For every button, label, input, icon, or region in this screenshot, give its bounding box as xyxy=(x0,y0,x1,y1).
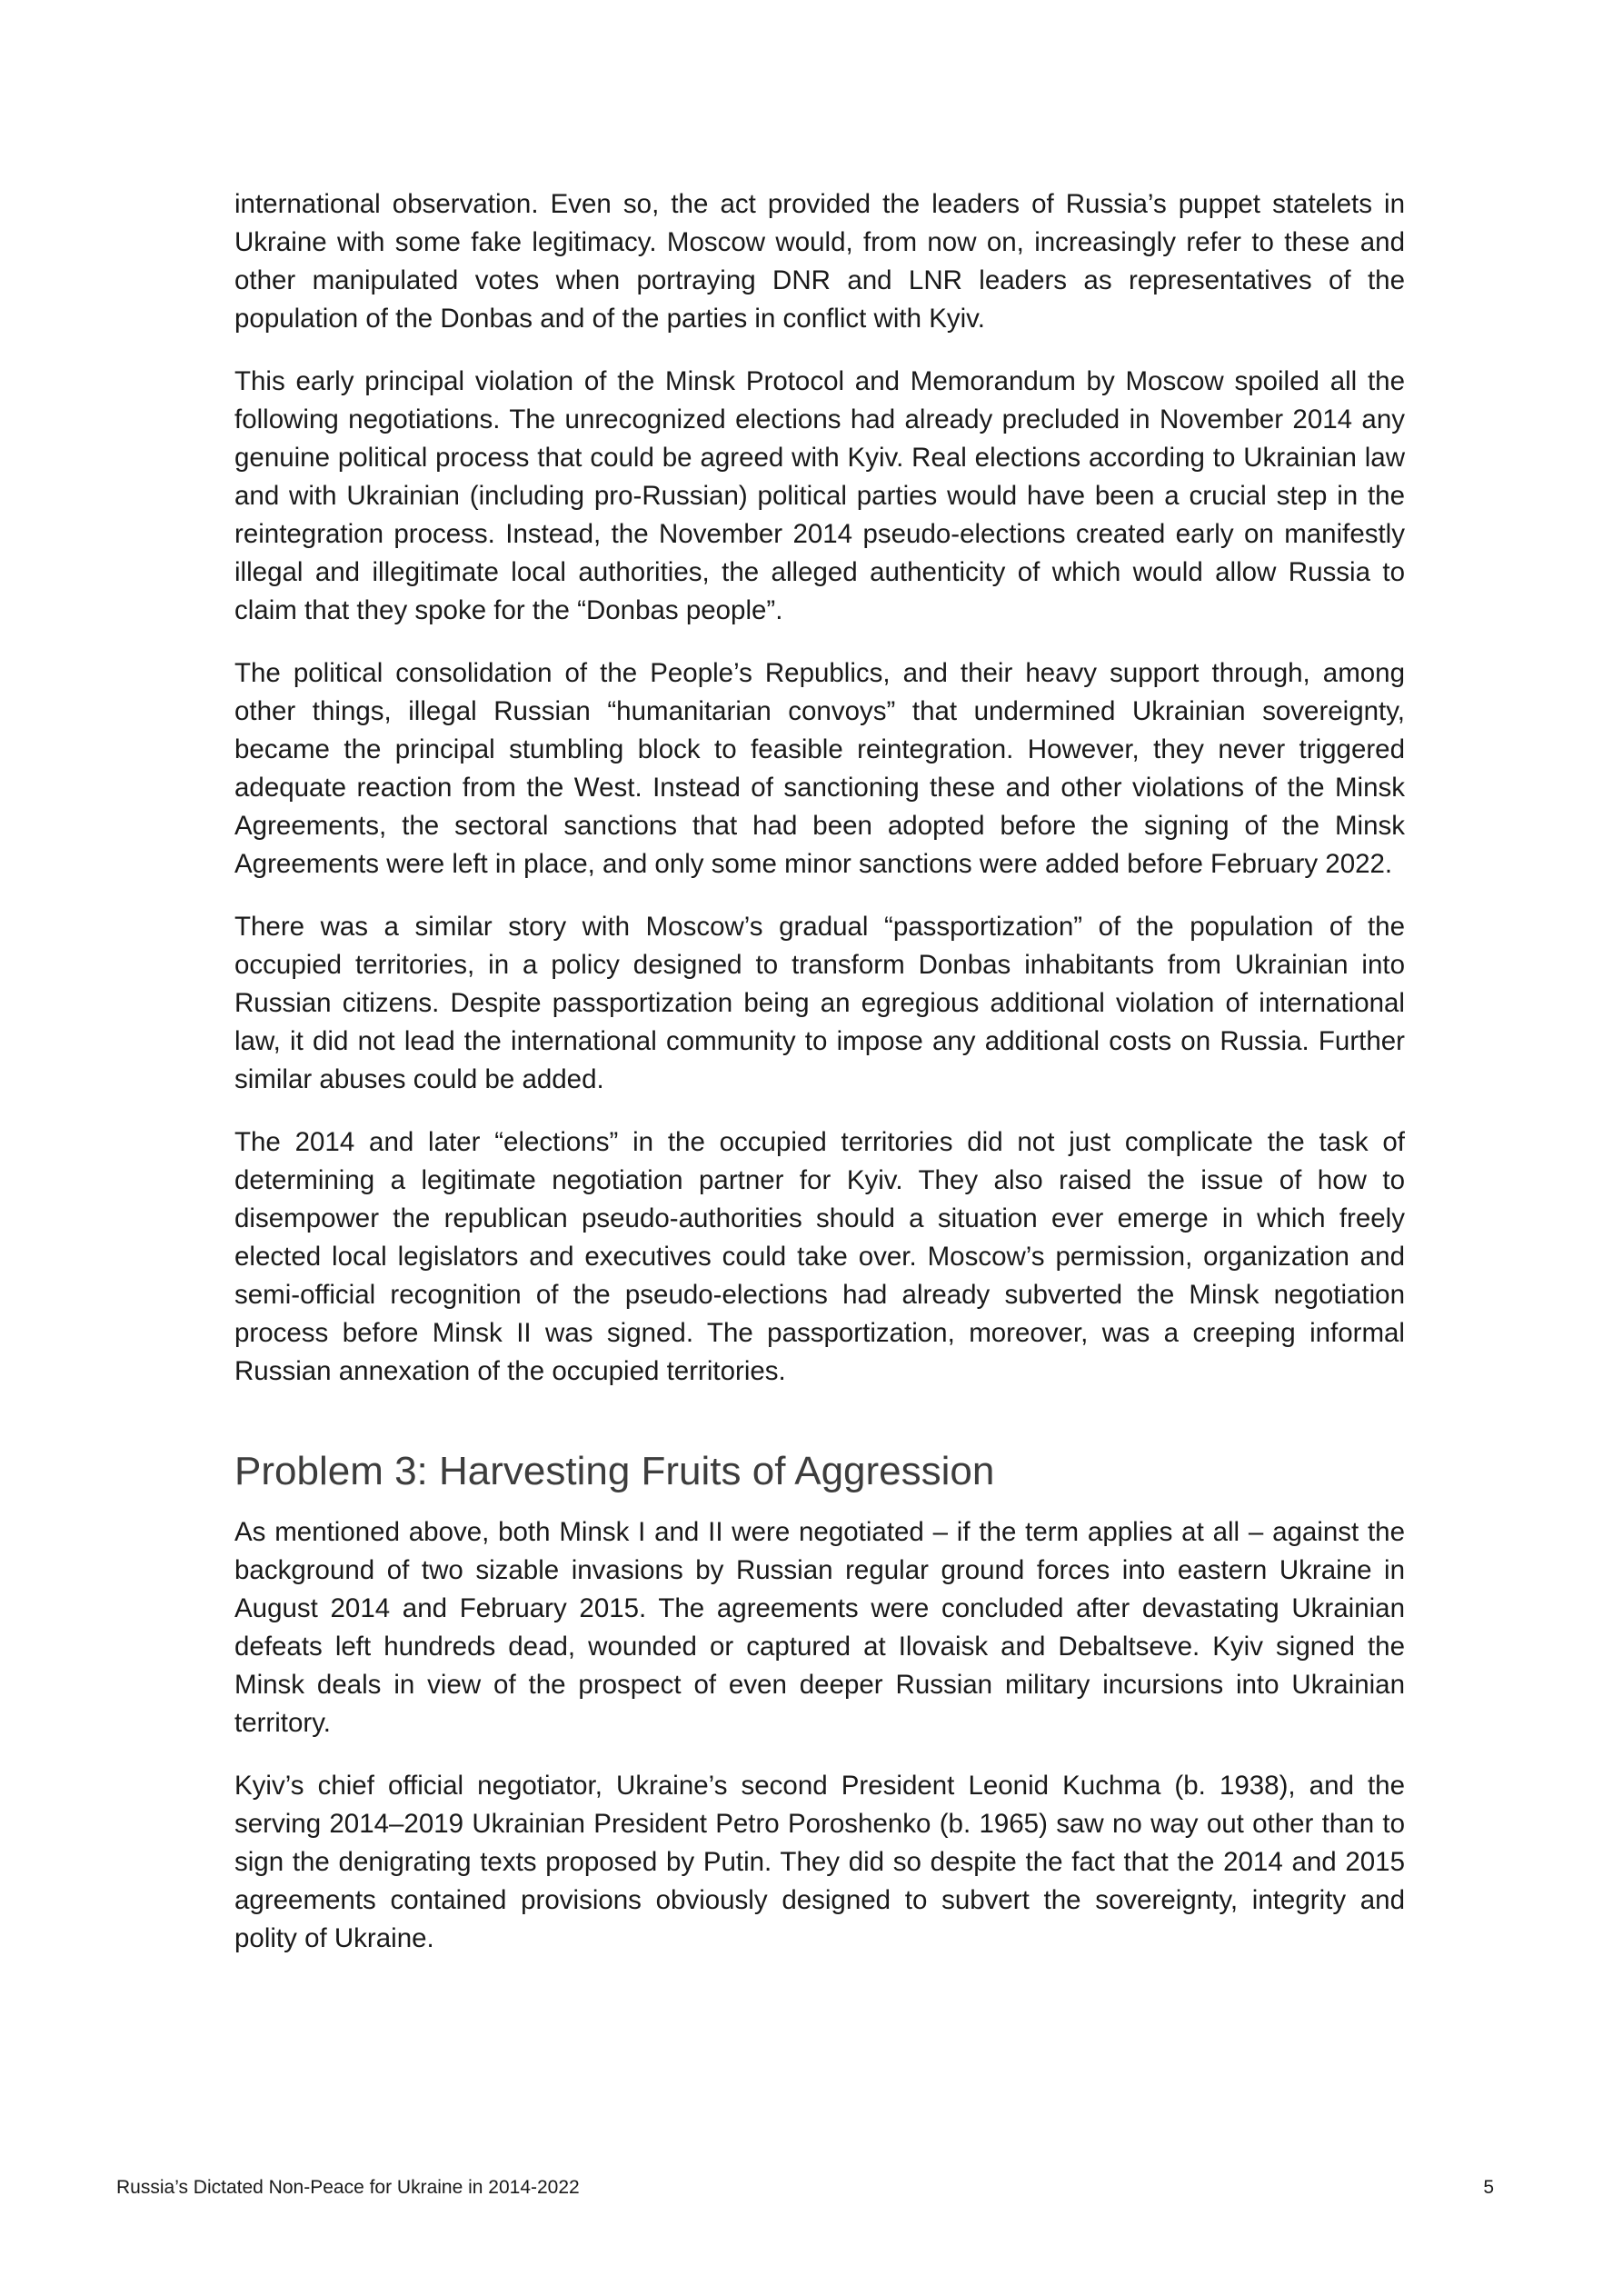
body-paragraph-5: The 2014 and later “elections” in the occupied territories did not just complicate the task of determining a legitimate negotiation partner for Kyiv. They also raised the issue of how to disempower the republican pseudo-authorities should a situation ever emerge in which freely elected local legislators and executives could take over. Moscow’s permission, organization and semi-official recognition of the pseudo-elections had already subverted the Minsk negotiation process before Minsk II was signed. The passportization, moreover, was a creeping informal Russian annexation of the occupied territories. xyxy=(234,1127,1405,1386)
section-heading: Problem 3: Harvesting Fruits of Aggression xyxy=(234,1449,995,1493)
body-paragraph-2: This early principal violation of the Minsk Protocol and Memorandum by Moscow spoiled all the following negotiations. The unrecognized elections had already precluded in November 2014 any genuine political process that could be agreed with Kyiv. Real elections according to Ukrainian law and with Ukrainian (including pro-Russian) political parties would have been a crucial step in the reintegration process. Instead, the November 2014 pseudo-elections created early on manifestly illegal and illegitimate local authorities, the alleged authenticity of which would allow Russia to claim that they spoke for the “Donbas people”. xyxy=(234,366,1405,625)
page-content xyxy=(234,185,1405,1982)
body-paragraph-3: The political consolidation of the People’s Republics, and their heavy support through, among other things, illegal Russian “humanitarian convoys” that undermined Ukrainian sovereignty, became the principal stumbling block to feasible reintegration. However, they never triggered adequate reaction from the West. Instead of sanctioning these and other violations of the Minsk Agreements, the sectoral sanctions that had been adopted before the signing of the Minsk Agreements were left in place, and only some minor sanctions were added before February 2022. xyxy=(234,658,1405,879)
footer-page-number: 5 xyxy=(1483,2177,1494,2198)
body-paragraph-6: As mentioned above, both Minsk I and II were negotiated – if the term applies at all – against the background of two sizable invasions by Russian regular ground forces into eastern Ukraine in August 2014 and February 2015. The agreements were concluded after devastating Ukrainian defeats left hundreds dead, wounded or captured at Ilovaisk and Debaltseve. Kyiv signed the Minsk deals in view of the prospect of even deeper Russian military incursions into Ukrainian territory. xyxy=(234,1517,1405,1738)
body-paragraph-1: international observation. Even so, the act provided the leaders of Russia’s puppet statelets in Ukraine with some fake legitimacy. Moscow would, from now on, increasingly refer to these and other manipulated votes when portraying DNR and LNR leaders as representatives of the population of the Donbas and of the parties in conflict with Kyiv. xyxy=(234,189,1405,334)
body-paragraph-4: There was a similar story with Moscow’s gradual “passportization” of the population of the occupied territories, in a policy designed to transform Donbas inhabitants from Ukrainian into Russian citizens. Despite passportization being an egregious additional violation of international law, it did not lead the international community to impose any additional costs on Russia. Further similar abuses could be added. xyxy=(234,912,1405,1094)
footer-document-title: Russia’s Dictated Non-Peace for Ukraine in 2014-2022 xyxy=(116,2177,580,2198)
body-paragraph-7: Kyiv’s chief official negotiator, Ukraine’s second President Leonid Kuchma (b. 1938), and the serving 2014–2019 Ukrainian President Petro Poroshenko (b. 1965) saw no way out other than to sign the denigrating texts proposed by Putin. They did so despite the fact that the 2014 and 2015 agreements contained provisions obviously designed to subvert the sovereignty, integrity and polity of Ukraine. xyxy=(234,1771,1405,1953)
